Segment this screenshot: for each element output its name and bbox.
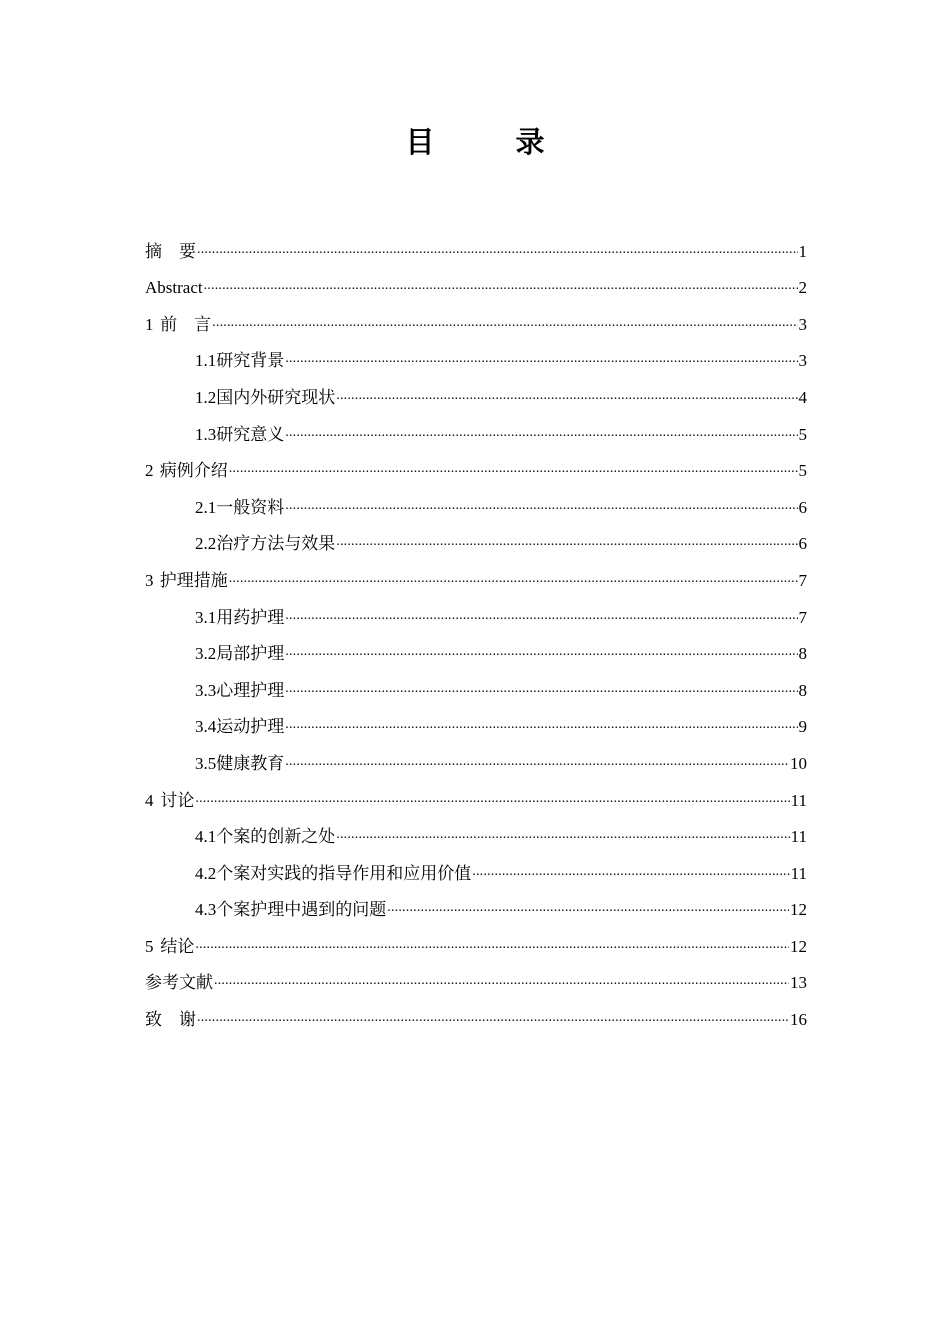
toc-entry[interactable] <box>145 702 807 739</box>
toc-entry-label: 病例介绍 <box>159 461 228 481</box>
toc-entry[interactable] <box>145 921 807 958</box>
toc-entry-page-number: 1 <box>798 241 807 261</box>
toc-entry[interactable] <box>145 299 807 336</box>
dot-leader <box>212 310 797 332</box>
toc-entry-label: 局部护理 <box>216 644 285 664</box>
toc-entry-page-number: 4 <box>798 387 807 407</box>
toc-entry-label: 个案的创新之处 <box>216 827 336 847</box>
dot-leader <box>197 237 798 259</box>
dot-leader <box>387 895 789 917</box>
toc-entry-number: 1.2 <box>195 387 217 407</box>
dot-leader <box>197 1005 789 1027</box>
toc-entry-page-number: 3 <box>798 351 807 371</box>
table-of-contents <box>145 226 807 1031</box>
dot-leader <box>285 493 797 515</box>
toc-entry[interactable] <box>145 775 807 812</box>
toc-entry-number: 2.1 <box>195 497 217 517</box>
toc-entry[interactable] <box>145 665 807 702</box>
toc-entry-page-number: 7 <box>798 607 807 627</box>
dot-leader <box>336 822 789 844</box>
toc-entry-number: 3.3 <box>195 680 217 700</box>
toc-entry[interactable] <box>145 482 807 519</box>
toc-entry-page-number: 10 <box>790 753 807 773</box>
toc-entry-number: 5 <box>145 936 154 956</box>
toc-entry[interactable] <box>145 592 807 629</box>
dot-leader <box>229 566 798 588</box>
dot-leader <box>336 383 797 405</box>
toc-entry-label: Abstract <box>145 278 203 298</box>
toc-entry-number: 1 <box>145 314 154 334</box>
toc-entry-number: 3.5 <box>195 753 217 773</box>
dot-leader <box>285 420 797 442</box>
toc-entry-page-number: 2 <box>798 278 807 298</box>
toc-entry-label: 一般资料 <box>216 497 285 517</box>
toc-entry[interactable] <box>145 226 807 263</box>
toc-entry[interactable] <box>145 848 807 885</box>
dot-leader <box>229 456 798 478</box>
toc-entry-label: 结论 <box>160 936 195 956</box>
toc-entry-page-number: 5 <box>798 424 807 444</box>
toc-entry-number: 3.1 <box>195 607 217 627</box>
toc-entry-label: 个案护理中遇到的问题 <box>216 900 387 920</box>
toc-entry-page-number: 7 <box>798 570 807 590</box>
toc-entry-page-number: 5 <box>798 461 807 481</box>
toc-entry-page-number: 11 <box>790 790 807 810</box>
toc-entry[interactable] <box>145 629 807 666</box>
dot-leader <box>285 749 789 771</box>
toc-entry-label: 致 谢 <box>145 1010 196 1030</box>
toc-entry-page-number: 8 <box>798 680 807 700</box>
toc-entry-number: 4.2 <box>195 863 217 883</box>
toc-entry[interactable] <box>145 958 807 995</box>
dot-leader <box>195 786 789 808</box>
toc-entry[interactable] <box>145 994 807 1031</box>
dot-leader <box>336 529 797 551</box>
toc-entry-label: 研究意义 <box>216 424 285 444</box>
toc-entry-page-number: 6 <box>798 497 807 517</box>
toc-entry[interactable] <box>145 446 807 483</box>
dot-leader <box>285 603 797 625</box>
toc-entry[interactable] <box>145 263 807 300</box>
toc-entry-number: 1.3 <box>195 424 217 444</box>
toc-entry-number: 2 <box>145 461 154 481</box>
toc-entry-label: 用药护理 <box>216 607 285 627</box>
toc-entry-number: 1.1 <box>195 351 217 371</box>
page-title: 目 录 <box>405 125 571 159</box>
dot-leader <box>214 968 789 990</box>
toc-entry-page-number: 6 <box>798 534 807 554</box>
toc-entry[interactable] <box>145 372 807 409</box>
toc-entry-label: 国内外研究现状 <box>216 387 336 407</box>
toc-entry-number: 3.4 <box>195 717 217 737</box>
toc-entry-label: 运动护理 <box>216 717 285 737</box>
toc-entry-number: 3.2 <box>195 644 217 664</box>
dot-leader <box>472 859 789 881</box>
dot-leader <box>285 676 797 698</box>
toc-entry[interactable] <box>145 812 807 849</box>
toc-entry-page-number: 9 <box>798 717 807 737</box>
toc-entry-label: 个案对实践的指导作用和应用价值 <box>216 863 472 883</box>
toc-entry[interactable] <box>145 336 807 373</box>
toc-entry[interactable] <box>145 555 807 592</box>
toc-entry[interactable] <box>145 738 807 775</box>
toc-entry-label: 研究背景 <box>216 351 285 371</box>
dot-leader <box>195 932 789 954</box>
toc-entry-label: 心理护理 <box>216 680 285 700</box>
toc-entry-label: 前 言 <box>160 314 212 334</box>
toc-entry-number: 4 <box>145 790 154 810</box>
toc-entry-page-number: 16 <box>790 1010 807 1030</box>
toc-entry-label: 治疗方法与效果 <box>216 534 336 554</box>
toc-entry[interactable] <box>145 519 807 556</box>
toc-entry-number: 2.2 <box>195 534 217 554</box>
toc-entry-page-number: 11 <box>790 827 807 847</box>
toc-entry-label: 健康教育 <box>216 753 285 773</box>
toc-entry-number: 4.1 <box>195 827 217 847</box>
toc-entry-page-number: 8 <box>798 644 807 664</box>
toc-entry[interactable] <box>145 885 807 922</box>
toc-entry-page-number: 11 <box>790 863 807 883</box>
dot-leader <box>204 273 798 295</box>
toc-entry-label: 护理措施 <box>159 570 228 590</box>
dot-leader <box>285 639 797 661</box>
dot-leader <box>285 346 797 368</box>
toc-entry-page-number: 3 <box>798 314 807 334</box>
toc-entry-label: 摘 要 <box>145 241 196 261</box>
toc-entry-number: 4.3 <box>195 900 217 920</box>
toc-entry-label: 参考文献 <box>145 973 213 993</box>
toc-entry-label: 讨论 <box>160 790 195 810</box>
toc-entry-page-number: 12 <box>790 936 807 956</box>
toc-entry-page-number: 12 <box>790 900 807 920</box>
toc-entry-number: 3 <box>145 570 154 590</box>
toc-entry-page-number: 13 <box>790 973 807 993</box>
dot-leader <box>285 712 797 734</box>
toc-entry[interactable] <box>145 409 807 446</box>
